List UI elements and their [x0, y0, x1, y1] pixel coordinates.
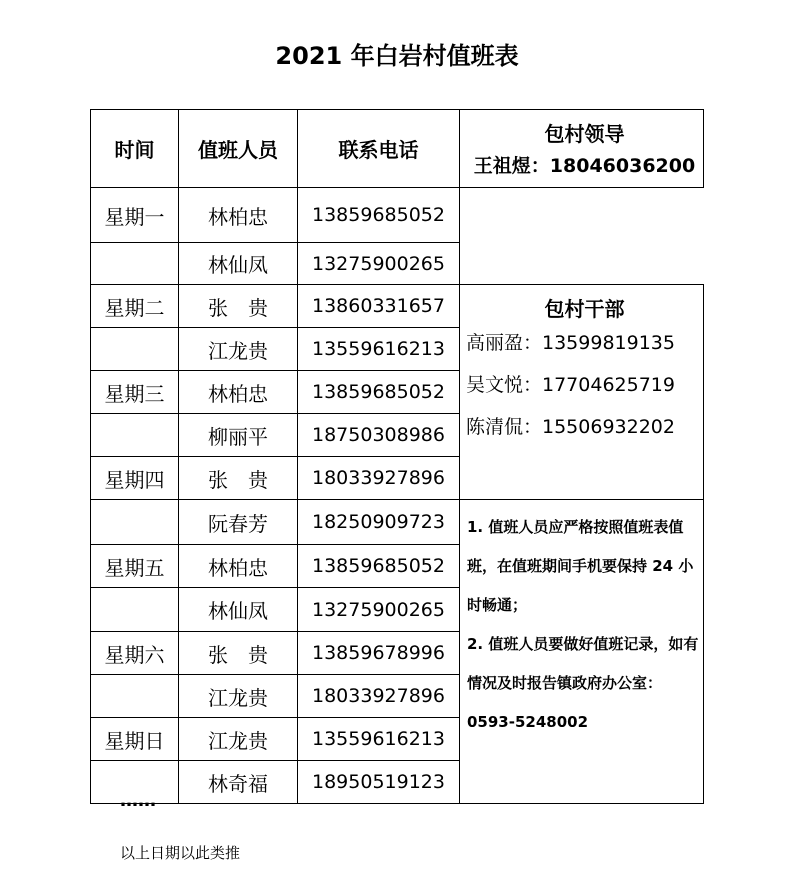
- header-staff: 值班人员: [179, 110, 298, 188]
- duty-notes: [460, 500, 704, 804]
- day-cell: 星期五: [91, 545, 179, 588]
- duty-table: [90, 109, 704, 804]
- footer-note: 以上日期以此类推: [120, 844, 241, 862]
- table-row: [91, 500, 704, 545]
- table-row: [91, 243, 704, 285]
- header-phone: 联系电话: [298, 110, 460, 188]
- header-time: 时间: [91, 110, 179, 188]
- page-title: 2021 年白岩村值班表: [275, 42, 519, 70]
- day-cell: [91, 243, 179, 285]
- staff-phone: 13559616213: [298, 328, 460, 371]
- staff-phone: 18250909723: [298, 500, 460, 545]
- staff-name: 阮春芳: [179, 500, 298, 545]
- day-cell: [91, 588, 179, 632]
- staff-phone: 13859685052: [298, 371, 460, 414]
- day-cell: [91, 500, 179, 545]
- day-cell: [91, 328, 179, 371]
- staff-name: 林仙凤: [179, 243, 298, 285]
- day-cell: 星期四: [91, 457, 179, 500]
- note-item: 1. 值班人员应严格按照值班表值班，在值班期间手机要保持 24 小时畅通；: [467, 518, 694, 614]
- staff-phone: 18033927896: [298, 675, 460, 718]
- day-cell: [91, 414, 179, 457]
- staff-name: 江龙贵: [179, 718, 298, 761]
- table-row: [91, 188, 704, 243]
- staff-phone: 18750308986: [298, 414, 460, 457]
- cadre-cell: [460, 285, 704, 500]
- day-cell: [91, 675, 179, 718]
- staff-phone: 13859685052: [298, 188, 460, 243]
- cadre-heading: 包村干部: [544, 297, 625, 321]
- staff-phone: 18950519123: [298, 761, 460, 804]
- staff-name: 林仙凤: [179, 588, 298, 632]
- header-row: [91, 110, 704, 188]
- cadre-contact: 吴文悦：17704625719: [466, 374, 675, 396]
- staff-name: 张 贵: [179, 285, 298, 328]
- day-cell: 星期一: [91, 188, 179, 243]
- ellipsis: ……: [120, 790, 156, 811]
- table-row: [91, 285, 704, 328]
- leader-cell: [460, 110, 704, 188]
- day-cell: 星期二: [91, 285, 179, 328]
- staff-name: 江龙贵: [179, 675, 298, 718]
- staff-phone: 18033927896: [298, 457, 460, 500]
- staff-name: 张 贵: [179, 457, 298, 500]
- staff-phone: 13275900265: [298, 243, 460, 285]
- staff-name: 张 贵: [179, 632, 298, 675]
- staff-phone: 13859685052: [298, 545, 460, 588]
- leader-heading: 包村领导: [544, 122, 625, 146]
- staff-name: 柳丽平: [179, 414, 298, 457]
- staff-phone: 13559616213: [298, 718, 460, 761]
- staff-phone: 13860331657: [298, 285, 460, 328]
- staff-phone: 13859678996: [298, 632, 460, 675]
- cadre-contact: 陈清侃：15506932202: [466, 416, 675, 438]
- staff-name: 林柏忠: [179, 545, 298, 588]
- staff-name: 林奇福: [179, 761, 298, 804]
- cadre-contact: 高丽盈：13599819135: [466, 332, 675, 354]
- day-cell: 星期三: [91, 371, 179, 414]
- staff-phone: 13275900265: [298, 588, 460, 632]
- note-item: 2. 值班人员要做好值班记录，如有情况及时报告镇政府办公室：0593-5248002: [467, 635, 699, 731]
- leader-contact: 王祖煜：18046036200: [473, 155, 696, 177]
- staff-name: 林柏忠: [179, 371, 298, 414]
- staff-name: 江龙贵: [179, 328, 298, 371]
- day-cell: 星期六: [91, 632, 179, 675]
- staff-name: 林柏忠: [179, 188, 298, 243]
- day-cell: 星期日: [91, 718, 179, 761]
